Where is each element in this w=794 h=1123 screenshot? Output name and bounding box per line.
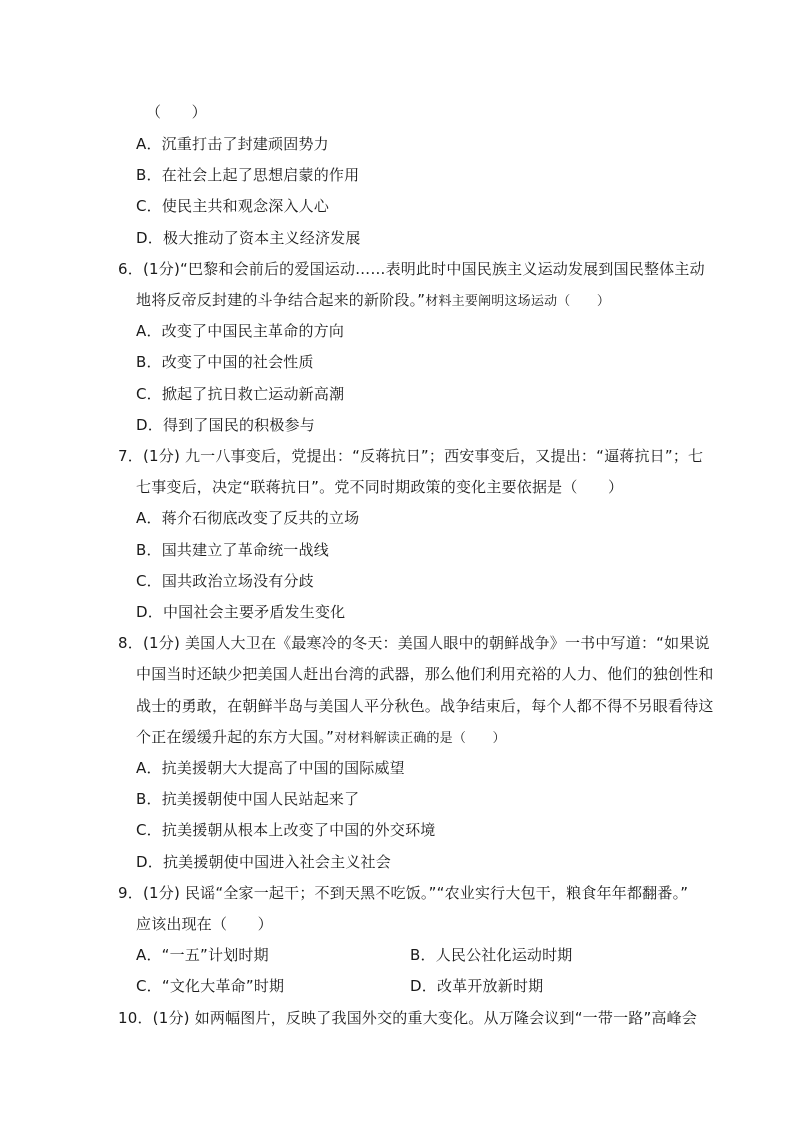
q9-stem-line2: 应该出现在（ ） bbox=[136, 915, 273, 933]
q5-option-d: D．极大推动了资本主义经济发展 bbox=[136, 229, 361, 247]
q6-option-a: A．改变了中国民主革命的方向 bbox=[136, 322, 345, 340]
q7-option-b: B．国共建立了革命统一战线 bbox=[136, 541, 329, 559]
q7-option-c: C．国共政治立场没有分歧 bbox=[136, 572, 314, 590]
q8-stem-line4 bbox=[136, 727, 506, 749]
q8-stem-line4-main: 个正在缓缓升起的东方大国。” bbox=[136, 728, 335, 746]
q5-option-a: A．沉重打击了封建顽固势力 bbox=[136, 135, 329, 153]
q9-option-a: A．“一五”计划时期 bbox=[136, 946, 269, 964]
q7-option-d: D．中国社会主要矛盾发生变化 bbox=[136, 603, 346, 621]
q9-option-c: C．“文化大革命”时期 bbox=[136, 977, 285, 995]
q9-option-b: B．人民公社化运动时期 bbox=[410, 946, 573, 964]
q8-option-c: C．抗美援朝从根本上改变了中国的外交环境 bbox=[136, 821, 436, 839]
q9-stem-line1: 9．(1分) 民谣“全家一起干；不到天黑不吃饭。”“农业实行大包干，粮食年年都翻番。” bbox=[118, 884, 689, 902]
q10-stem-line1: 10．(1分) 如两幅图片，反映了我国外交的重大变化。从万隆会议到“一带一路”高峰会 bbox=[118, 1009, 698, 1027]
q8-option-b: B．抗美援朝使中国人民站起来了 bbox=[136, 790, 360, 808]
q5-option-c: C．使民主共和观念深入人心 bbox=[136, 197, 330, 215]
q8-stem-line4-tail: 对材料解读正确的是（ ） bbox=[334, 731, 506, 746]
q6-option-c: C．掀起了抗日救亡运动新高潮 bbox=[136, 385, 345, 403]
q6-stem-line2 bbox=[136, 290, 610, 312]
q8-option-a: A．抗美援朝大大提高了中国的国际威望 bbox=[136, 759, 405, 777]
q8-stem-line2: 中国当时还缺少把美国人赶出台湾的武器，那么他们利用充裕的人力、他们的独创性和 bbox=[136, 665, 714, 683]
q7-stem-line1: 7．(1分) 九一八事变后，党提出：“反蒋抗日”；西安事变后，又提出：“逼蒋抗日”；七 bbox=[118, 447, 704, 465]
q6-stem-line1: 6．(1分)“巴黎和会前后的爱国运动……表明此时中国民族主义运动发展到国民整体主动 bbox=[118, 260, 705, 278]
q7-stem-line2: 七事变后，决定“联蒋抗日”。党不同时期政策的变化主要依据是（ ） bbox=[136, 478, 624, 496]
q9-option-d: D．改革开放新时期 bbox=[410, 977, 544, 995]
q5-option-b: B．在社会上起了思想启蒙的作用 bbox=[136, 166, 360, 184]
q7-option-a: A．蒋介石彻底改变了反共的立场 bbox=[136, 509, 360, 527]
q8-stem-line3: 战士的勇敢，在朝鲜半岛与美国人平分秋色。战争结束后，每个人都不得不另眼看待这 bbox=[136, 697, 714, 715]
q5-answer-paren: （ ） bbox=[146, 103, 207, 121]
q6-option-d: D．得到了国民的积极参与 bbox=[136, 416, 315, 434]
q8-stem-line1: 8．(1分) 美国人大卫在《最寒冷的冬天：美国人眼中的朝鲜战争》一书中写道：“如果说 bbox=[118, 634, 710, 652]
q6-stem-line2-tail: 材料主要阐明这场运动（ ） bbox=[425, 294, 611, 309]
q8-option-d: D．抗美援朝使中国进入社会主义社会 bbox=[136, 853, 391, 871]
q6-stem-line2-main: 地将反帝反封建的斗争结合起来的新阶段。” bbox=[136, 291, 426, 309]
q6-option-b: B．改变了中国的社会性质 bbox=[136, 353, 314, 371]
